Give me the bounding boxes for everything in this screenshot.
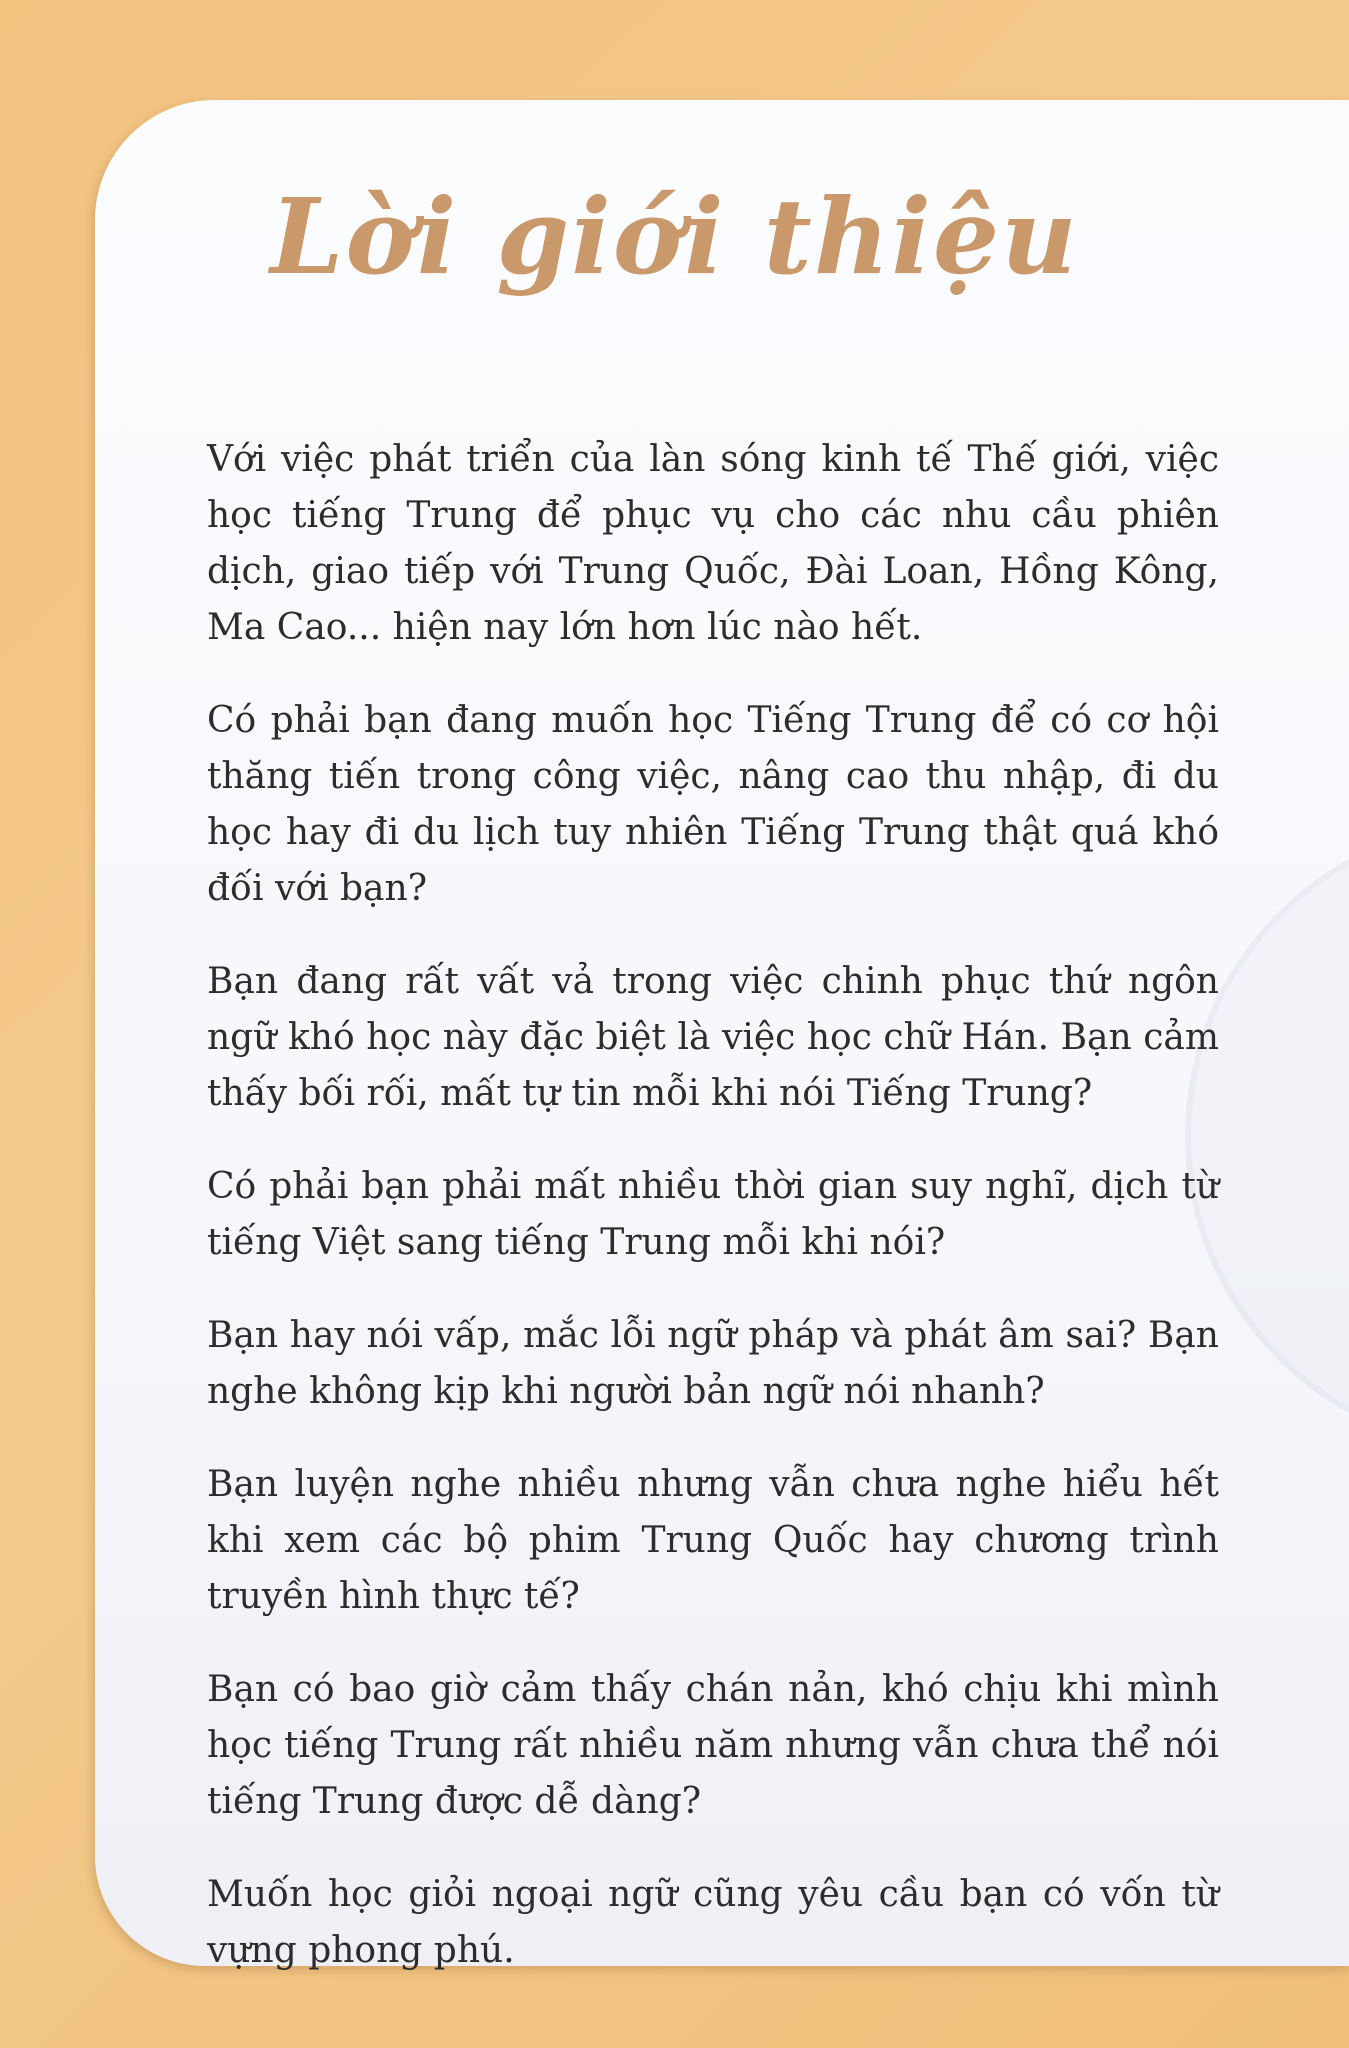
intro-body <box>207 432 1219 2016</box>
paragraph: Muốn học giỏi ngoại ngữ cũng yêu cầu bạn có vốn từ vựng phong phú. <box>207 1874 1219 1971</box>
paragraph: Bạn có bao giờ cảm thấy chán nản, khó chịu khi mình học tiếng Trung rất nhiều năm nhưng vẫn chưa thể nói tiếng Trung được dễ dàng? <box>207 1669 1219 1822</box>
paragraph: Bạn luyện nghe nhiều nhưng vẫn chưa nghe hiểu hết khi xem các bộ phim Trung Quốc hay chương trình truyền hình thực tế? <box>207 1464 1219 1617</box>
paragraph: Bạn hay nói vấp, mắc lỗi ngữ pháp và phát âm sai? Bạn nghe không kịp khi người bản ngữ nói nhanh? <box>207 1315 1219 1412</box>
paragraph: Có phải bạn đang muốn học Tiếng Trung để có cơ hội thăng tiến trong công việc, nâng cao thu nhập, đi du học hay đi du lịch tuy nhiên Tiếng Trung thật quá khó đối với bạn? <box>207 700 1219 909</box>
page-title: Lời giới thiệu <box>270 175 1079 298</box>
paragraph: Có phải bạn phải mất nhiều thời gian suy nghĩ, dịch từ tiếng Việt sang tiếng Trung mỗi khi nói? <box>207 1166 1219 1263</box>
paragraph: Bạn đang rất vất vả trong việc chinh phục thứ ngôn ngữ khó học này đặc biệt là việc học chữ Hán. Bạn cảm thấy bối rối, mất tự tin mỗi khi nói Tiếng Trung? <box>207 961 1219 1114</box>
paragraph: Với việc phát triển của làn sóng kinh tế Thế giới, việc học tiếng Trung để phục vụ cho các nhu cầu phiên dịch, giao tiếp với Trung Quốc, Đài Loan, Hồng Kông, Ma Cao... hiện nay lớn hơn lúc nào hết. <box>207 439 1219 648</box>
